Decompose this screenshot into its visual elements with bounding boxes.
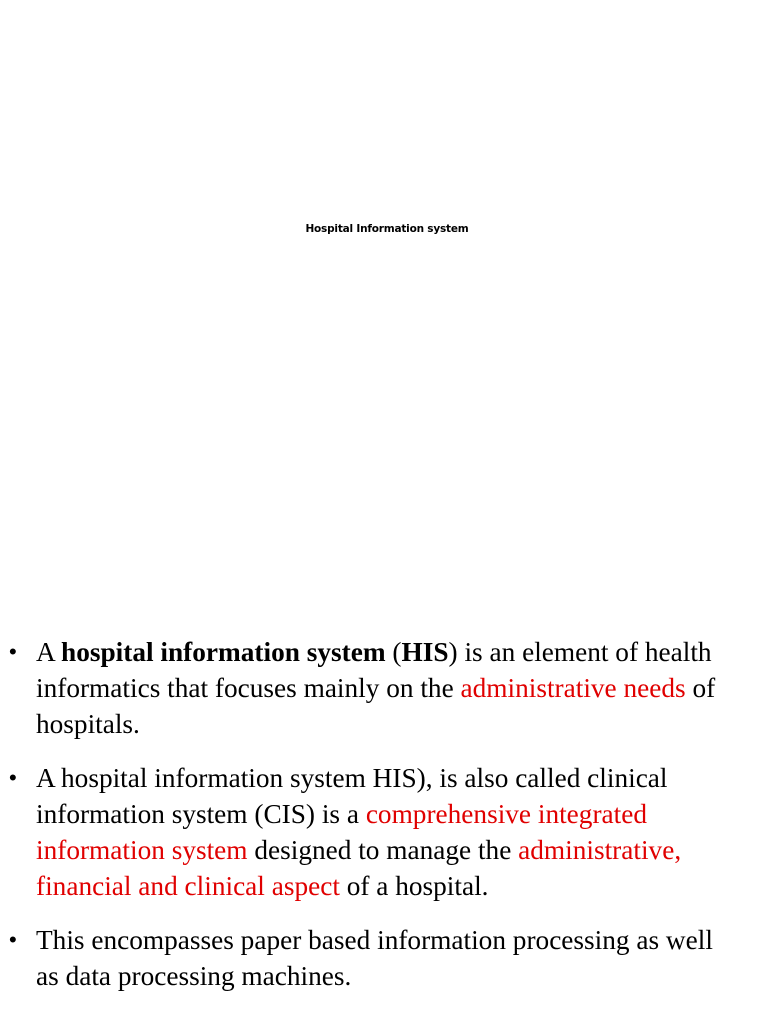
bullet-text-highlight: administrative, financial and clinical aspect (36, 835, 682, 901)
bullet-text: of hospitals. (36, 673, 716, 739)
bullet-item (0, 634, 768, 742)
slide-title: Hospital Information system (305, 223, 469, 235)
bullet-text: of a hospital. (339, 871, 489, 901)
bullet-marker: • (9, 639, 17, 664)
bullet-text: A (36, 637, 62, 667)
bullet-text: ) is an element of health informatics that focuses mainly on the (36, 637, 712, 703)
bullet-text-highlight: comprehensive integrated information system (36, 799, 648, 865)
bullet-list (0, 634, 768, 994)
bullet-text: ( (385, 637, 402, 667)
bullet-text: This encompasses paper based information processing as well as data processing machines. (36, 925, 713, 991)
bullet-marker: • (9, 765, 17, 790)
bullet-text-highlight: administrative needs (460, 673, 686, 703)
bullet-text-bold: HIS (401, 637, 449, 667)
bullet-item (0, 922, 768, 994)
bullet-marker: • (9, 927, 17, 952)
bullet-item (0, 760, 768, 904)
bullet-text: A hospital information system HIS), is also called clinical information system (CIS) is a (36, 763, 668, 829)
bullet-text-bold: hospital information system (61, 637, 386, 667)
bullet-text: designed to manage the (247, 835, 519, 865)
